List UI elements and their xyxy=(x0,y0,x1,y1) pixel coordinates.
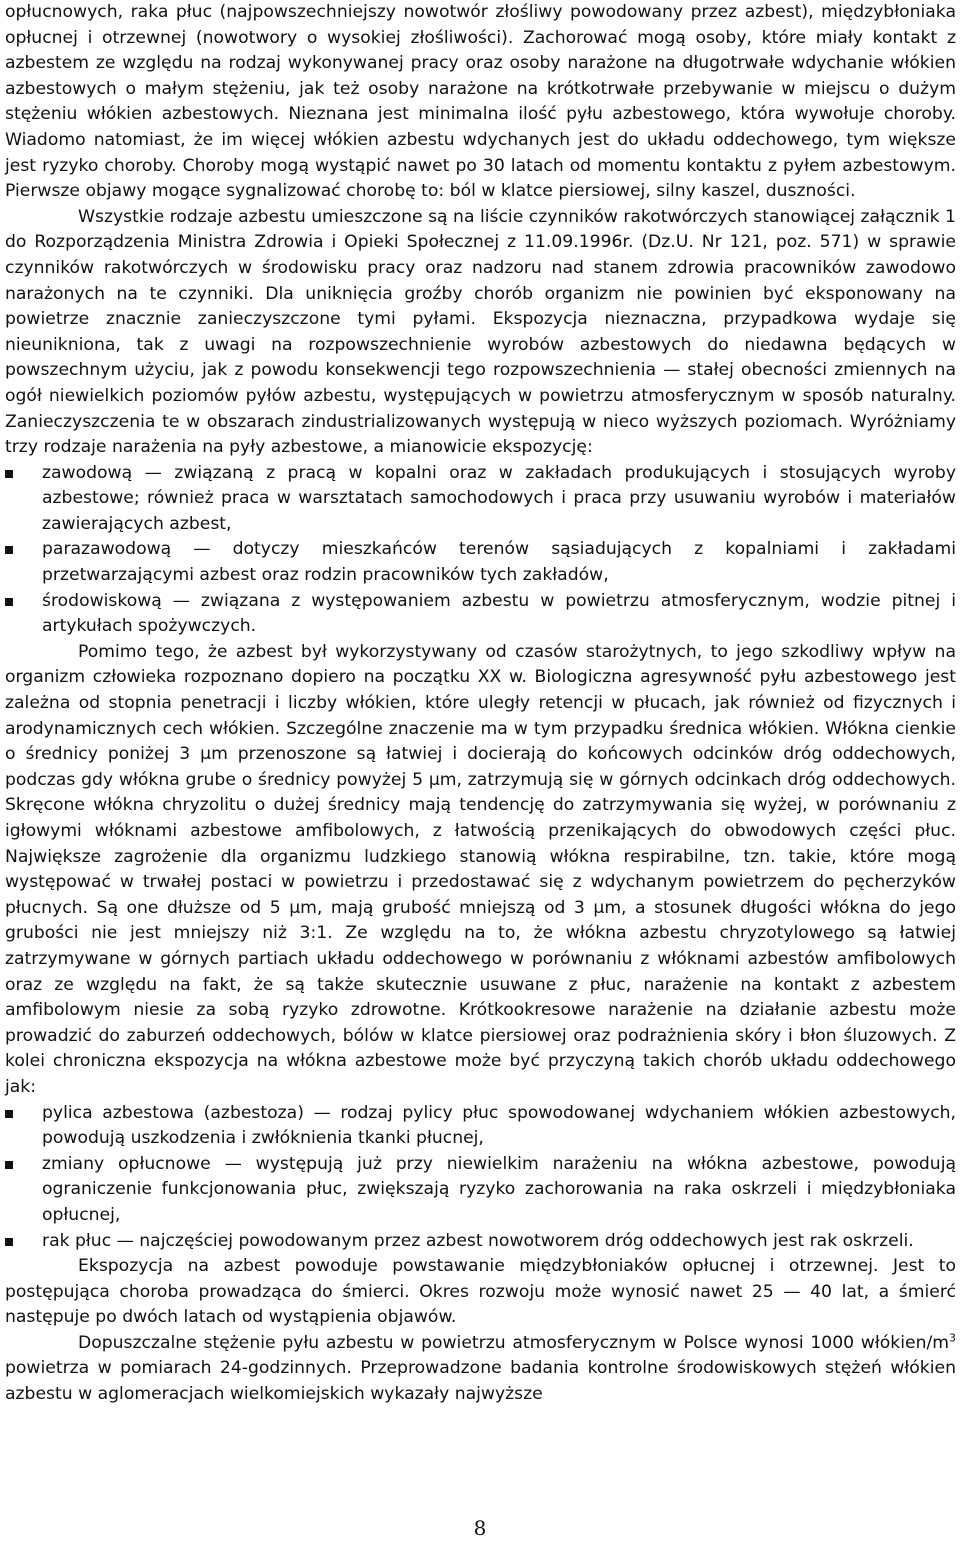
square-bullet-icon xyxy=(5,470,13,478)
paragraph-health-effects: opłucnowych, raka płuc (najpowszechniejszy nowotwór złośliwy powodowany przez azbest), międzybłoniaka opłucnej i otrzewnej (nowotwory o wysokiej złośliwości). Zachorować mogą osoby, które miały kontakt z azbestem ze względu na rodzaj wykonywanej pracy oraz osoby narażone na długotrwałe wdychanie włókien azbestowych o małym stężeniu, jak też osoby narażone na krótkotrwałe przebywanie w miejscu o dużym stężeniu włókien azbestowych. Nieznana jest minimalna ilość pyłu azbestowego, która wywołuje choroby. Wiadomo natomiast, że im więcej włókien azbestu wdychanych jest do układu oddechowego, tym większe jest ryzyko choroby. Choroby mogą wystąpić nawet po 30 latach od momentu kontaktu z pyłem azbestowym. Pierwsze objawy mogące sygnalizować chorobę to: ból w klatce piersiowej, silny kaszel, duszności. xyxy=(5,2,956,202)
square-bullet-icon xyxy=(5,546,13,554)
text-run: powietrza w pomiarach 24-godzinnych. Przeprowadzone badania kontrolne środowiskowych stężeń włókien azbestu w aglomeracjach wielkomiejskich wykazały najwyższe xyxy=(5,1358,956,1405)
exposure-types-list xyxy=(5,461,956,640)
square-bullet-icon xyxy=(5,598,13,606)
list-item-text: zmiany opłucnowe — występują już przy niewielkim narażeniu na włókna azbestowe, powodują ograniczenie funkcjonowania płuc, zwiększają ryzyko zachorowania na raka oskrzeli i międzybłoniaka opłucnej, xyxy=(42,1153,956,1225)
list-item-text: pylica azbestowa (azbestoza) — rodzaj pylicy płuc spowodowanej wdychaniem włókien azbestowych, powodują uszkodzenia i zwłóknienia tkanki płucnej, xyxy=(42,1102,956,1149)
list-item-text: środowiskową — związana z występowaniem azbestu w powietrzu atmosferycznym, wodzie pitnej i artykułach spożywczych. xyxy=(42,590,956,637)
square-bullet-icon xyxy=(5,1238,13,1246)
superscript: 3 xyxy=(949,1331,956,1345)
paragraph-permissible-concentration xyxy=(5,1331,956,1408)
list-item-text: parazawodową — dotyczy mieszkańców terenów sąsiadujących z kopalniami i zakładami przetwarzającymi azbest oraz rodzin pracowników tych zakładów, xyxy=(42,539,956,586)
square-bullet-icon xyxy=(5,1110,13,1118)
document-page xyxy=(5,0,956,1408)
paragraph-mesothelioma: Ekspozycja na azbest powoduje powstawanie międzybłoniaków opłucnej i otrzewnej. Jest to postępująca choroba prowadząca do śmierci. Okres rozwoju może wynosić nawet 25 — 40 lat, a śmierć następuje po dwóch latach od wystąpienia objawów. xyxy=(5,1256,956,1328)
list-item xyxy=(5,589,956,640)
list-item xyxy=(5,1229,956,1255)
list-item-text: rak płuc — najczęściej powodowanym przez azbest nowotworem dróg oddechowych jest rak oskrzeli. xyxy=(42,1230,914,1251)
text-run: Dopuszczalne stężenie pyłu azbestu w powietrzu atmosferycznym w Polsce wynosi 1000 włókien/m xyxy=(78,1332,949,1353)
list-item xyxy=(5,461,956,538)
paragraph-fiber-properties: Pomimo tego, że azbest był wykorzystywany od czasów starożytnych, to jego szkodliwy wpływ na organizm człowieka rozpoznano dopiero na początku XX w. Biologiczna agresywność pyłu azbestowego jest zależna od stopnia penetracji i liczby włókien, które uległy retencji w płucach, jak również od fizycznych i arodynamicznych cech włókien. Szczególne znaczenie ma w tym przypadku średnica włókien. Włókna cienkie o średnicy poniżej 3 µm przenoszone są łatwiej i docierają do końcowych odcinków dróg oddechowych, podczas gdy włókna grube o średnicy powyżej 5 µm, zatrzymują się w górnych odcinkach dróg oddechowych. Skręcone włókna chryzolitu o dużej średnicy mają tendencję do zatrzymywania się wyżej, w porównaniu z igłowymi włóknami azbestowe amfibolowych, z łatwością przenikających do obwodowych części płuc. Największe zagrożenie dla organizmu ludzkiego stanowią włókna respirabilne, tzn. takie, które mogą występować w trwałej postaci w powietrzu i przedostawać się z wdychanym powietrzem do pęcherzyków płucnych. Są one dłuższe od 5 µm, mają grubość mniejszą od 3 µm, a stosunek długości włókna do jego grubości nie jest mniejszy niż 3:1. Ze względu na to, że włókna azbestu chryzotylowego są łatwiej zatrzymywane w górnych partiach układu oddechowego w porównaniu z włóknami azbestów amfibolowych oraz ze względu na fakt, że są także skutecznie usuwane z płuc, narażenie na kontakt z azbestem amfibolowym niesie za sobą ryzyko zdrowotne. Krótkookresowe narażenie na działanie azbestu może prowadzić do zaburzeń oddechowych, bólów w klatce piersiowej oraz podrażnienia skóry i błon śluzowych. Z kolei chroniczna ekspozycja na włókna azbestowe może być przyczyną takich chorób układu oddechowego jak: xyxy=(5,641,956,1097)
list-item xyxy=(5,1101,956,1152)
page-number: 8 xyxy=(473,1516,487,1540)
list-item xyxy=(5,537,956,588)
list-item xyxy=(5,1152,956,1229)
list-item-text: zawodową — związaną z pracą w kopalni oraz w zakładach produkujących i stosujących wyroby azbestowe; również praca w warsztatach samochodowych i praca przy usuwaniu wyrobów i materiałów zawierających azbest, xyxy=(42,462,956,534)
square-bullet-icon xyxy=(5,1161,13,1169)
diseases-list xyxy=(5,1101,956,1255)
paragraph-carcinogen-list: Wszystkie rodzaje azbestu umieszczone są na liście czynników rakotwórczych stanowiącej załącznik 1 do Rozporządzenia Ministra Zdrowia i Opieki Społecznej z 11.09.1996r. (Dz.U. Nr 121, poz. 571) w sprawie czynników rakotwórczych w środowisku pracy oraz nadzoru nad stanem zdrowia pracowników zawodowo narażonych na te czynniki. Dla uniknięcia groźby chorób organizm nie powinien być eksponowany na powietrze znacznie zanieczyszczone tymi pyłami. Ekspozycja nieznaczna, przypadkowa wydaje się nieunikniona, tak z uwagi na rozpowszechnienie wyrobów azbestowych do niedawna będących w powszechnym użyciu, jak z powodu konsekwencji tego rozpowszechnienia — stałej obecności zmiennych na ogół niewielkich poziomów pyłów azbestu, występujących w powietrzu atmosferycznym w sposób naturalny. Zanieczyszczenia te w obszarach zindustrializowanych występują w nieco wyższych poziomach. Wyróżniamy trzy rodzaje narażenia na pyły azbestowe, a mianowicie ekspozycję: xyxy=(5,206,956,458)
